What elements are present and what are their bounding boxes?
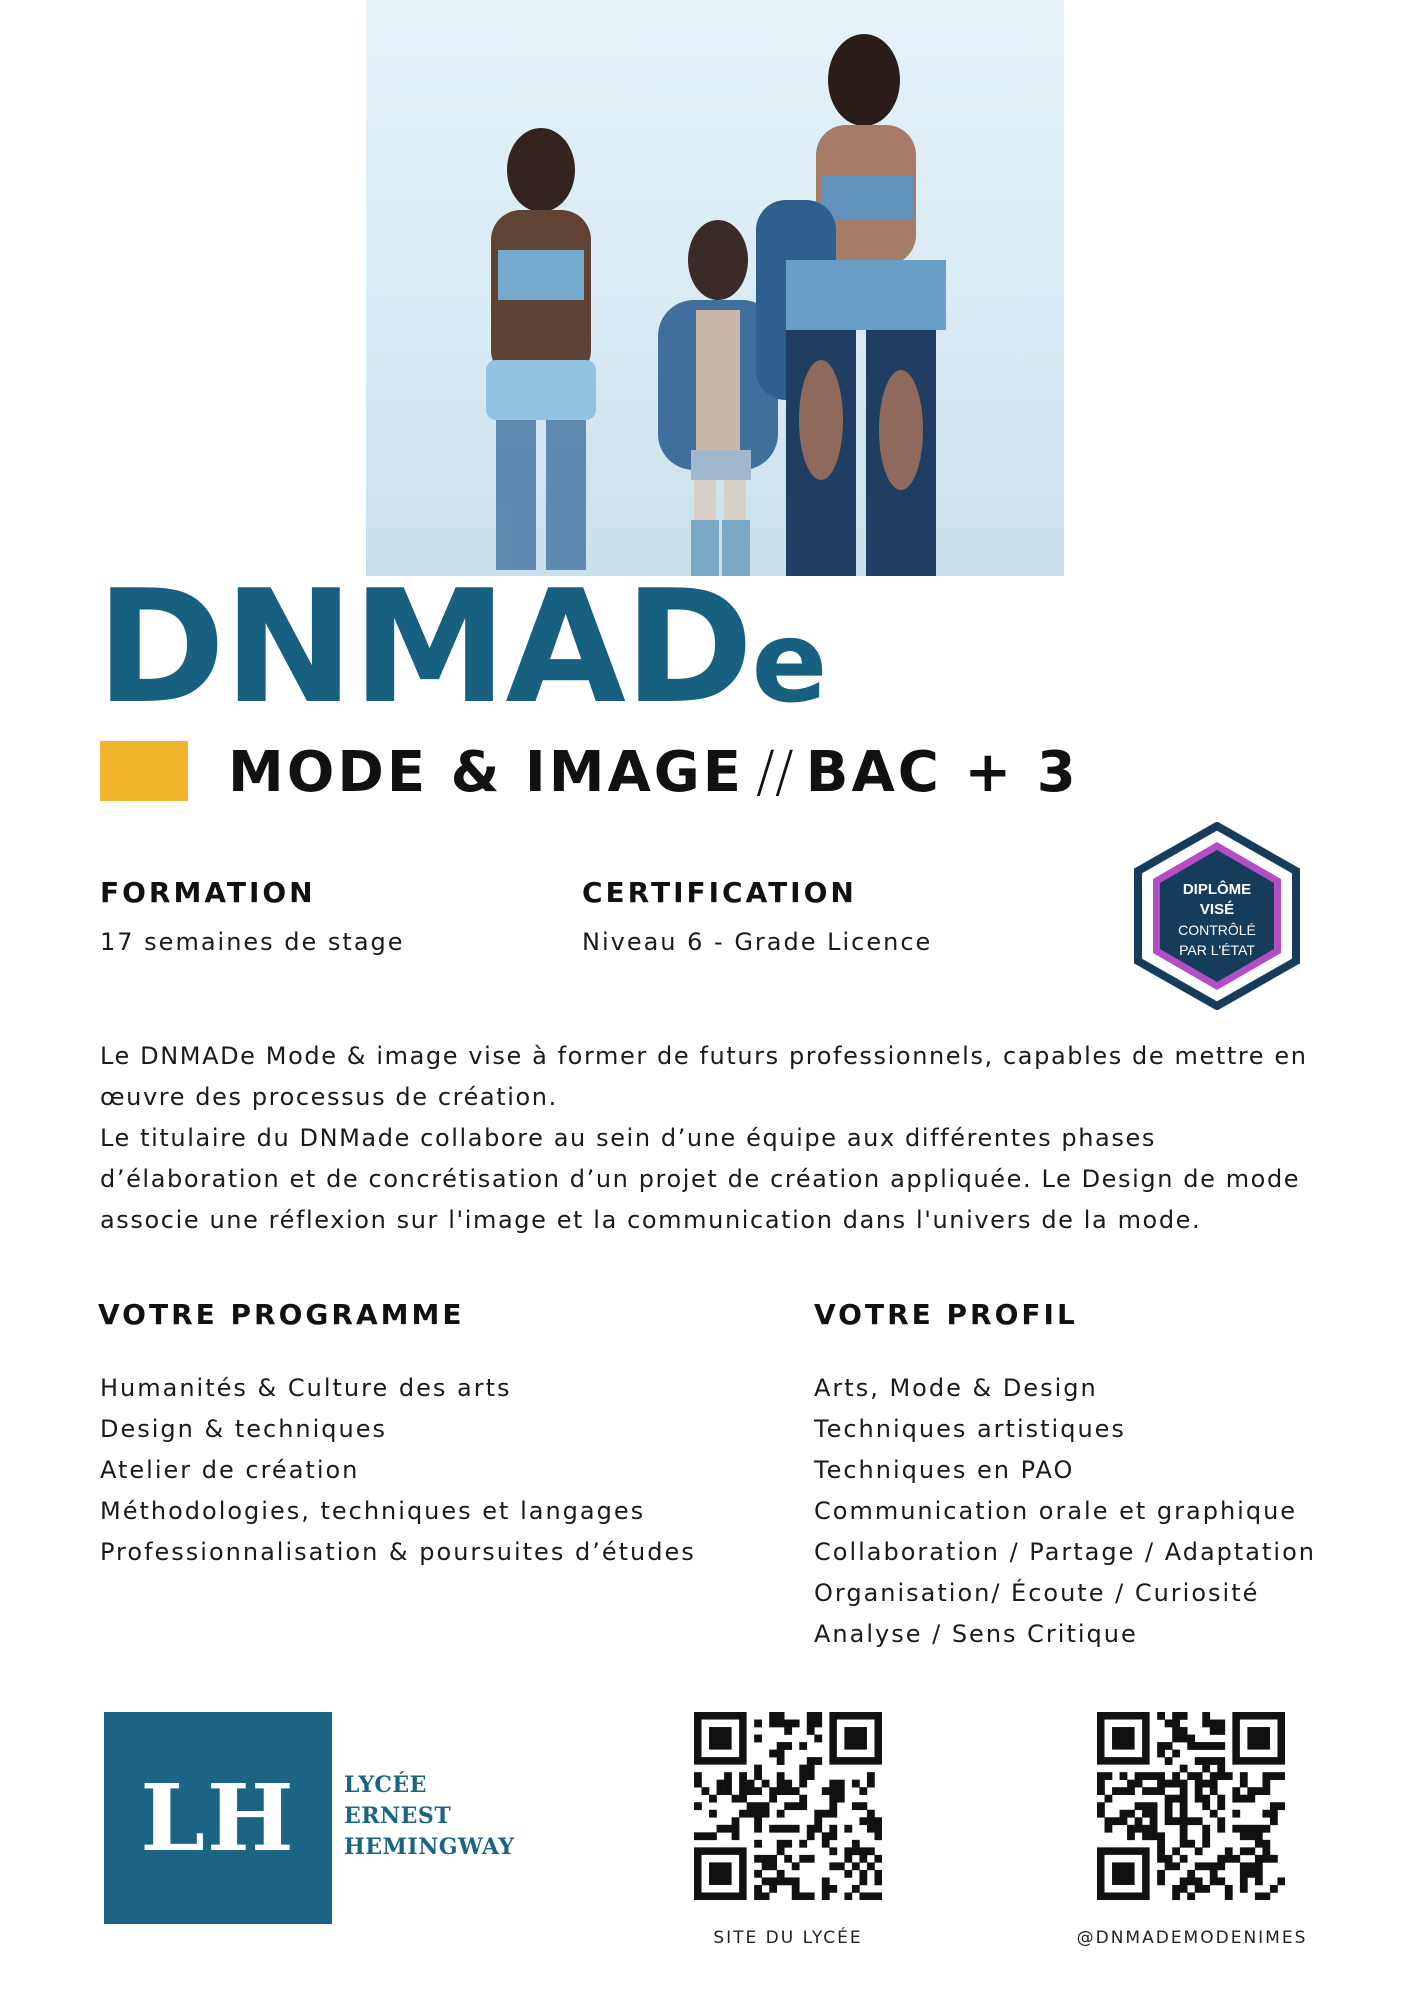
badge-line2: VISÉ: [1199, 901, 1235, 918]
subtitle-right: BAC + 3: [805, 740, 1079, 805]
list-item: Techniques en PAO: [814, 1456, 1075, 1484]
qr-code-icon[interactable]: [1097, 1712, 1285, 1900]
badge-line3: CONTRÔLÉ: [1178, 922, 1256, 938]
programme-list: [100, 1368, 696, 1573]
logo-letters: LH: [140, 1764, 296, 1872]
school-logo[interactable]: [104, 1712, 332, 1924]
list-item: Design & techniques: [100, 1415, 388, 1443]
list-item: Méthodologies, techniques et langages: [100, 1497, 646, 1525]
hexagon-badge-icon: [1134, 822, 1300, 1010]
list-item: Collaboration / Partage / Adaptation: [814, 1538, 1316, 1566]
page-title: [96, 556, 1096, 738]
subtitle-left: MODE & IMAGE: [228, 740, 745, 805]
description-paragraph-2: Le titulaire du DNMade collabore au sein d’une équipe aux différentes phases d’élaboration et de concrétisation d’un projet de création appliquée. Le Design de mode associe une réflexion sur l'image et la communication dans l'univers de la mode.: [100, 1124, 1301, 1234]
list-item: Techniques artistiques: [814, 1415, 1126, 1443]
qr-code-icon[interactable]: [694, 1712, 882, 1900]
certification-heading: CERTIFICATION: [582, 876, 857, 909]
list-item: Communication orale et graphique: [814, 1497, 1298, 1525]
description: [100, 1036, 1340, 1241]
model-left: [486, 128, 596, 570]
list-item: Atelier de création: [100, 1456, 360, 1484]
title-suffix: e: [751, 598, 826, 728]
hero-photo: [366, 0, 1064, 576]
formation-heading: FORMATION: [100, 876, 316, 909]
qr-site-caption: SITE DU LYCÉE: [713, 1928, 863, 1948]
description-paragraph-1: Le DNMADe Mode & image vise à former de futurs professionnels, capables de mettre en œuvre des processus de création.: [100, 1042, 1308, 1111]
accent-square: [100, 741, 188, 801]
formation-value: 17 semaines de stage: [100, 928, 405, 956]
school-name-line1: LYCÉE: [344, 1772, 427, 1798]
programme-heading: VOTRE PROGRAMME: [98, 1298, 465, 1331]
list-item: Organisation/ Écoute / Curiosité: [814, 1579, 1260, 1607]
list-item: Humanités & Culture des arts: [100, 1374, 512, 1402]
profil-list: [814, 1368, 1316, 1655]
list-item: Arts, Mode & Design: [814, 1374, 1098, 1402]
title-main: DNMAD: [96, 556, 752, 738]
list-item: Analyse / Sens Critique: [814, 1620, 1138, 1648]
badge-line4: PAR L'ÉTAT: [1179, 942, 1255, 958]
subtitle: [228, 740, 1079, 806]
school-name: [344, 1770, 515, 1863]
model-right: [756, 34, 946, 576]
badge-line1: DIPLÔME: [1182, 881, 1252, 898]
subtitle-separator: //: [756, 740, 794, 805]
certification-value: Niveau 6 - Grade Licence: [582, 928, 933, 956]
qr-insta-caption: @DNMADEMODENIMES: [1076, 1928, 1308, 1948]
profil-heading: VOTRE PROFIL: [814, 1298, 1078, 1331]
school-name-line2: ERNEST: [344, 1803, 452, 1829]
school-name-line3: HEMINGWAY: [344, 1834, 515, 1860]
list-item: Professionnalisation & poursuites d’études: [100, 1538, 696, 1566]
